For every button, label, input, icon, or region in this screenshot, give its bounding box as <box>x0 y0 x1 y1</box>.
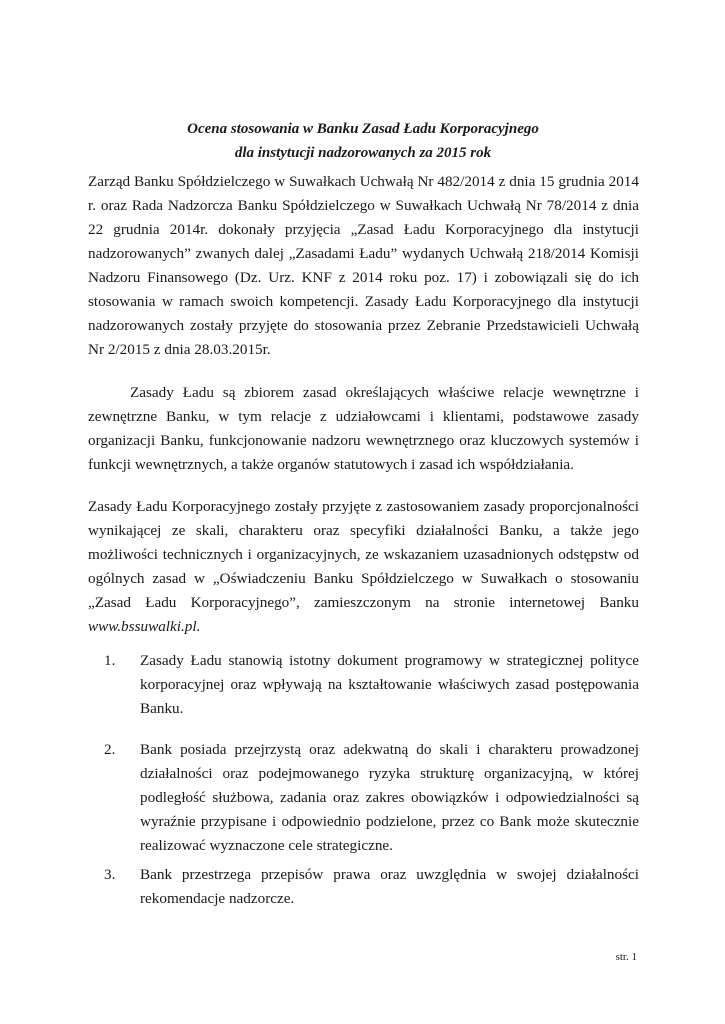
paragraph-1: Zarząd Banku Spółdzielczego w Suwałkach Uchwałą Nr 482/2014 z dnia 15 grudnia 2014 r. oraz Rada Nadzorcza Banku Spółdzielczego w Suwałkach Uchwałą Nr 78/2014 z dnia 22 grudnia 2014r. dokonały przyjęcia „Zasad Ładu Korporacyjnego dla instytucji nadzorowanych” zwanych dalej „Zasadami Ładu” wydanych Uchwałą 218/2014 Komisji Nadzoru Finansowego (Dz. Urz. KNF z 2014 roku poz. 17) i zobowiązali się do ich stosowania w ramach swoich kompetencji. Zasady Ładu Korporacyjnego dla instytucji nadzorowanych zostały przyjęte do stosowania przez Zebranie Przedstawicieli Uchwałą Nr 2/2015 z dnia 28.03.2015r. <box>88 173 639 358</box>
paragraph-3-text: Zasady Ładu Korporacyjnego zostały przyjęte z zastosowaniem zasady proporcjonalności wynikającej ze skali, charakteru oraz specyfiki działalności Banku, a także jego możliwości technicznych i organizacyjnych, ze wskazaniem uzasadnionych odstępstw od ogólnych zasad w „Oświadczeniu Banku Spółdzielczego w Suwałkach o stosowaniu „Zasad Ładu Korporacyjnego”, zamieszczonym na stronie internetowej Banku <box>88 498 639 611</box>
page-number: str. 1 <box>615 951 637 963</box>
list-item <box>88 863 639 911</box>
list-item <box>88 649 639 721</box>
title-line-2: dla instytucji nadzorowanych za 2015 rok <box>234 145 492 161</box>
paragraph-2: Zasady Ładu są zbiorem zasad określających właściwe relacje wewnętrzne i zewnętrzne Banku, w tym relacje z udziałowcami i klientami, podstawowe zasady organizacji Banku, funkcjonowanie nadzoru wewnętrznego oraz kluczowych systemów i funkcji wewnętrznych, a także organów statutowych i zasad ich współdziałania. <box>88 384 639 473</box>
list-item-number: 3. <box>104 866 116 883</box>
list-item-text: Zasady Ładu stanowią istotny dokument programowy w strategicznej polityce korporacyjnej oraz wpływają na kształtowanie właściwych zasad postępowania Banku. <box>140 652 639 717</box>
list-item-text: Bank przestrzega przepisów prawa oraz uwzględnia w swojej działalności rekomendacje nadzorcze. <box>140 866 639 907</box>
paragraph-3 <box>88 495 639 639</box>
numbered-list <box>88 649 639 911</box>
list-item-number: 1. <box>104 652 116 669</box>
list-item-text: Bank posiada przejrzystą oraz adekwatną do skali i charakteru prowadzonej działalności oraz podejmowanego ryzyka strukturę organizacyjną, w której podległość służbowa, zadania oraz zakres obowiązków i odpowiedzialności są wyraźnie przypisane i odpowiednio podzielone, przez co Bank może skutecznie realizować wyznaczone cele strategiczne. <box>140 741 639 854</box>
list-item <box>88 738 639 858</box>
list-item-number: 2. <box>104 741 116 758</box>
document-title <box>88 117 638 165</box>
title-line-1: Ocena stosowania w Banku Zasad Ładu Korporacyjnego <box>187 121 539 137</box>
website-link[interactable]: www.bssuwalki.pl. <box>88 618 201 635</box>
